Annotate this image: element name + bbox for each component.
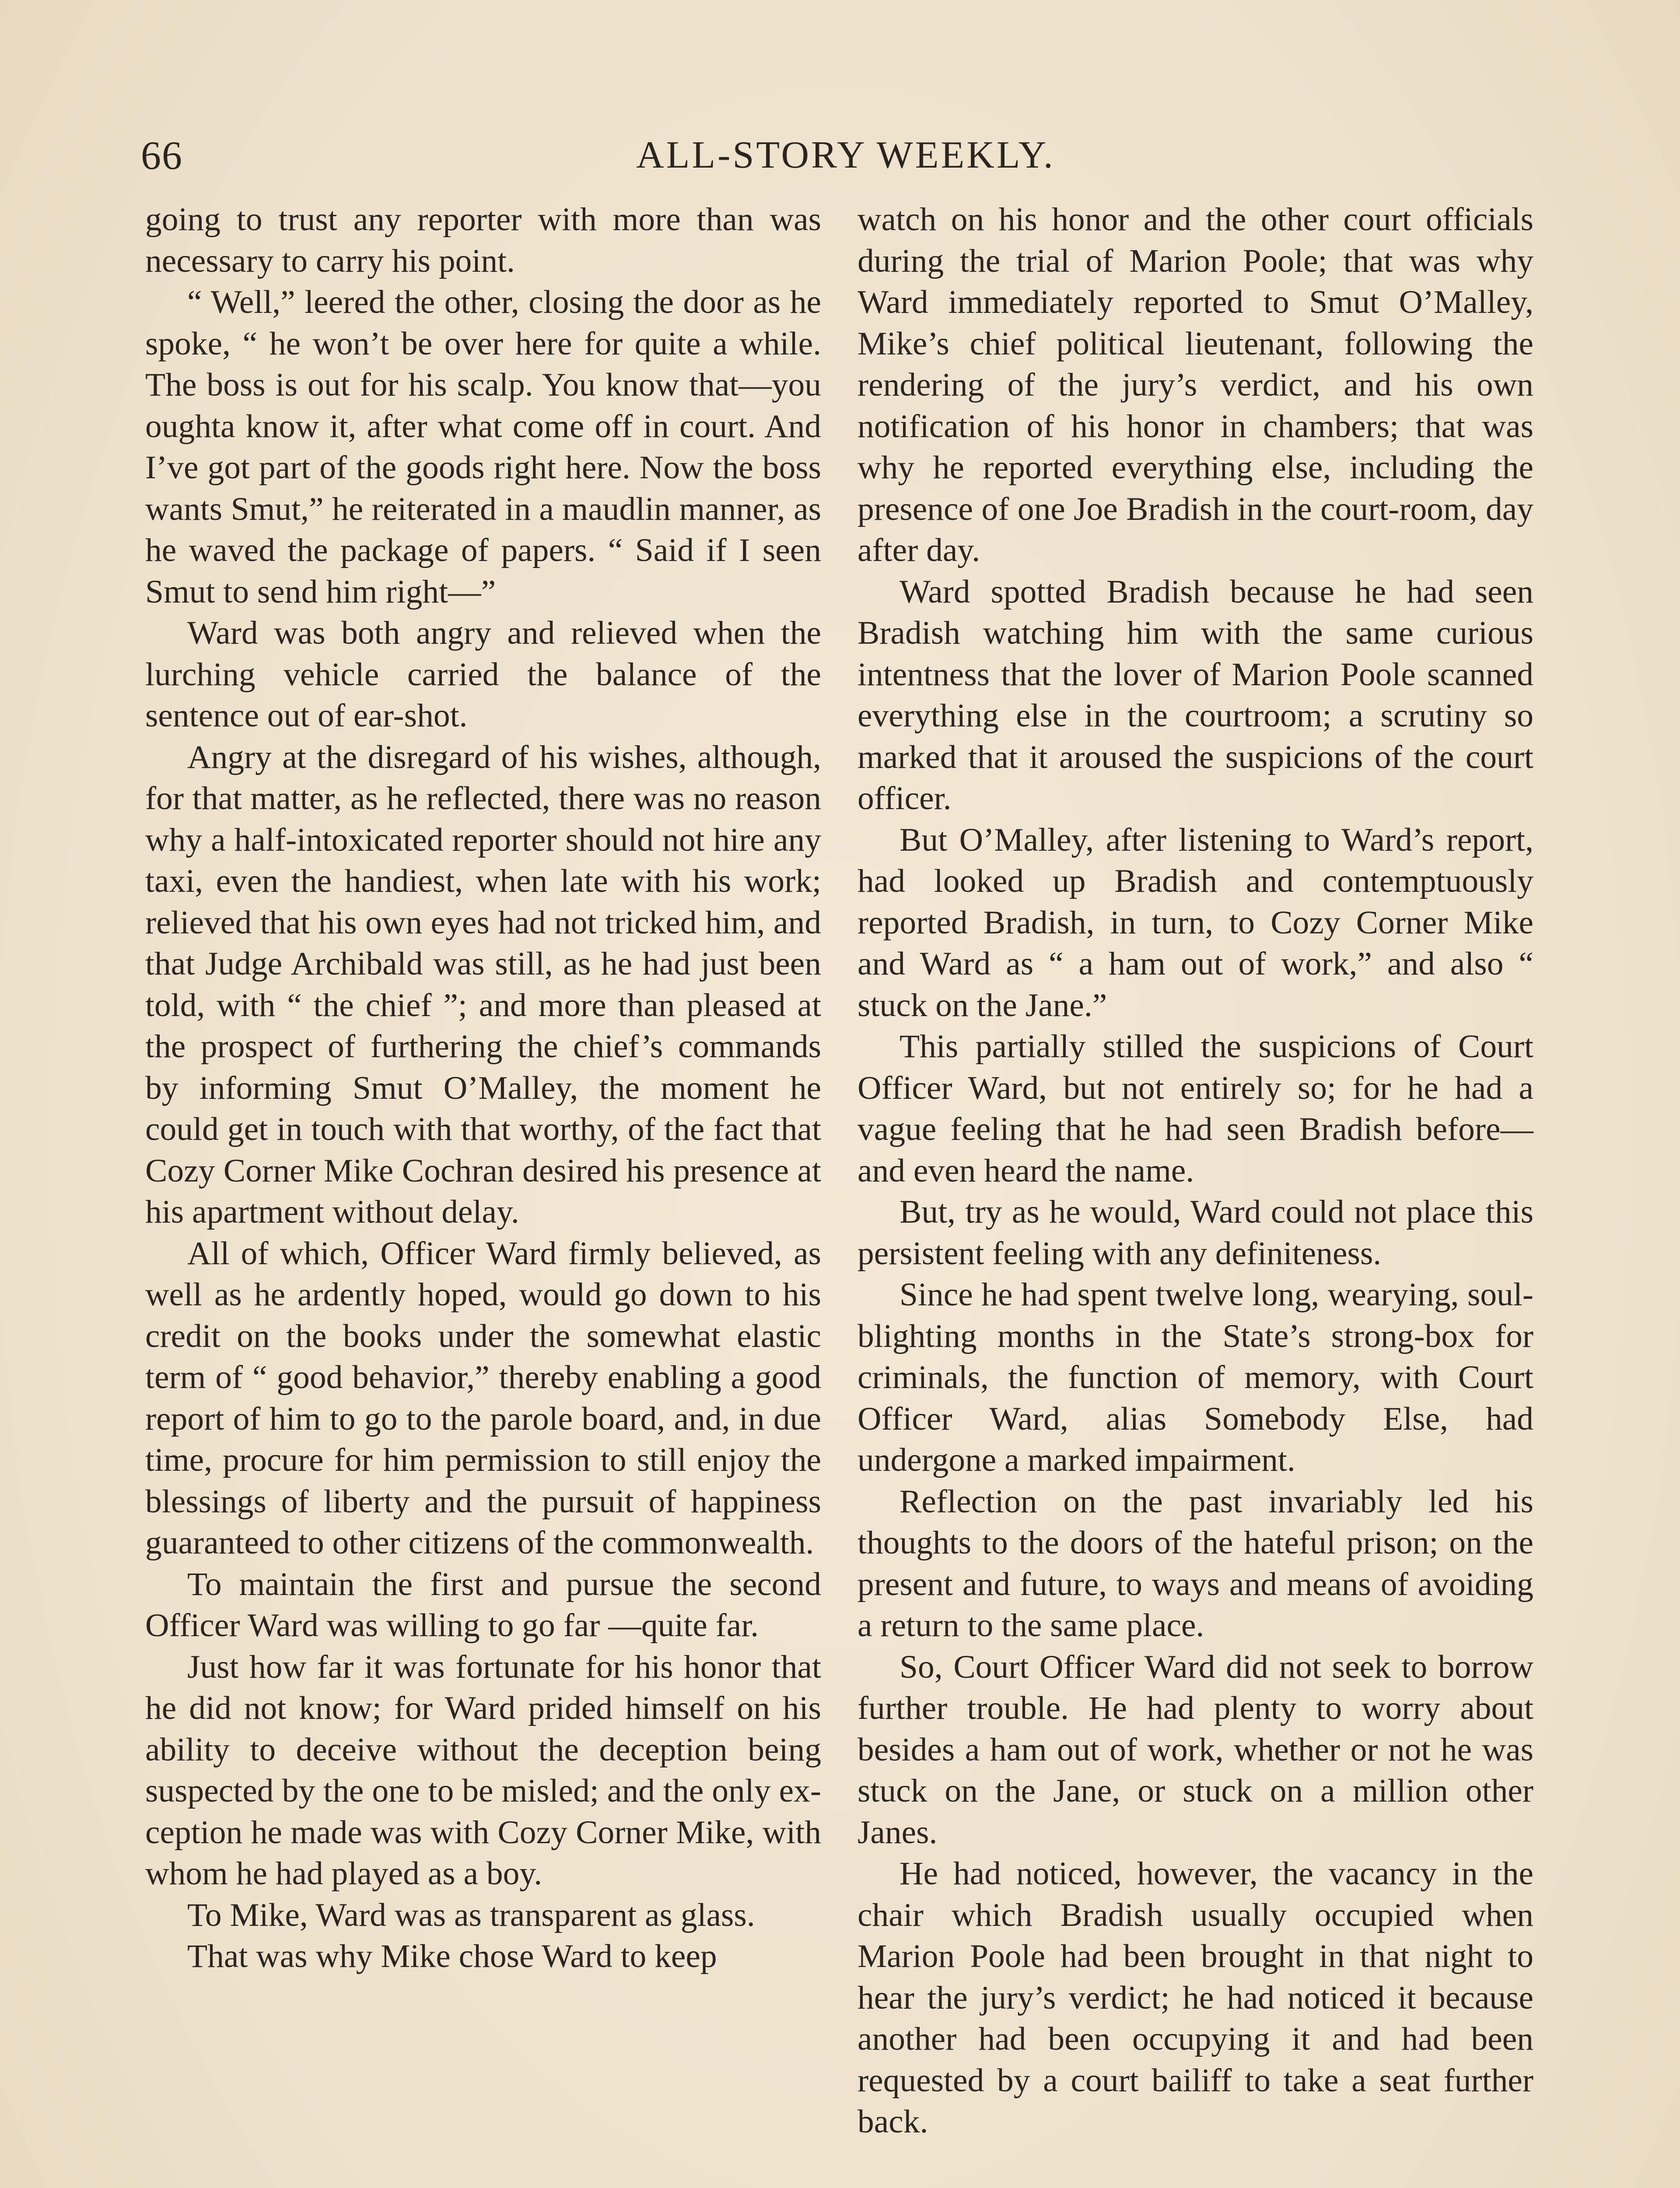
paragraph: Reflection on the past invariably led his thoughts to the doors of the hateful prison; on the present and future, to ways and means of avoiding a return to the same place. [858, 1483, 1533, 1644]
paragraph: Angry at the disregard of his wishes, although, for that matter, as he reflected, there was no reason why a half-intoxicated reporter should not hire any taxi, even the handiest, when late with his work; relieved that his own eyes had not tricked him, and that Judge Archibald was still, as he had just been told, with “ the chief ”; and more than pleased at the prospect of furthering the chief’s commands by informing Smut O’Malley, the moment he could get in touch with that worthy, of the fact that Cozy Corner Mike Cochran desired his presence at his apartment without delay. [145, 739, 821, 1230]
right-column [858, 199, 1533, 2143]
paragraph: watch on his honor and the other court officials during the trial of Marion Poole; that was why Ward immediately reported to Smut O’Malley, Mike’s chief political lieutenant, following the rendering of the jury’s verdict, and his own notification of his honor in chambers; that was why he reported everything else, including the presence of one Joe Bradish in the court-room, day after day. [858, 201, 1533, 568]
paragraph: He had noticed, however, the vacancy in the chair which Bradish usually occupied when Marion Poole had been brought in that night to hear the jury’s verdict; he had noticed it because another had been occupying it and had been requested by a court bailiff to take a seat further back. [858, 1855, 1533, 2140]
paragraph: That was why Mike chose Ward to keep [187, 1938, 717, 1974]
page-number: 66 [141, 133, 183, 178]
page-header [141, 125, 1550, 186]
paragraph: Ward was both angry and relieved when the lurching vehicle carried the balance of the sentence out of ear-shot. [145, 615, 821, 734]
running-title: ALL-STORY WEEKLY. [636, 134, 1055, 176]
paragraph: going to trust any reporter with more than was necessary to carry his point. [145, 201, 821, 279]
paragraph: Ward spotted Bradish because he had seen Bradish watching him with the same curious intentness that the lover of Marion Poole scanned everything else in the courtroom; a scrutiny so marked that it aroused the suspicions of the court officer. [858, 573, 1533, 817]
paragraph: Just how far it was fortunate for his honor that he did not know; for Ward prided himself on his ability to deceive without the deception being suspected by the one to be misled; and the only exception he made was with Cozy Corner Mike, with whom he had played as a boy. [145, 1648, 821, 1892]
paragraph: To Mike, Ward was as transparent as glass. [187, 1897, 755, 1933]
paragraph: To maintain the first and pursue the second Officer Ward was willing to go far —quite far. [145, 1566, 821, 1644]
paragraph: So, Court Officer Ward did not seek to borrow further trouble. He had plenty to worry about besides a ham out of work, whether or not he was stuck on the Jane, or stuck on a million other Janes. [858, 1648, 1533, 1851]
paragraph: This partially stilled the suspicions of Court Officer Ward, but not entirely so; for he had a vague feeling that he had seen Bradish before—and even heard the name. [858, 1028, 1533, 1189]
paragraph: But, try as he would, Ward could not place this persistent feeling with any definiteness. [858, 1194, 1533, 1272]
paragraph: Since he had spent twelve long, wearying, soul-blighting months in the State’s strong-box for criminals, the function of memory, with Court Officer Ward, alias Somebody Else, had undergone a marked impairment. [858, 1276, 1533, 1478]
paragraph: All of which, Officer Ward firmly believed, as well as he ardently hoped, would go down to his credit on the books under the somewhat elastic term of “ good behavior,” thereby enabling a good report of him to go to the parole board, and, in due time, procure for him permission to still enjoy the blessings of liberty and the pursuit of happiness guaranteed to other citizens of the commonwealth. [145, 1235, 821, 1561]
paragraph: “ Well,” leered the other, closing the door as he spoke, “ he won’t be over here for quite a while. The boss is out for his scalp. You know that—you oughta know it, after what come off in court. And I’ve got part of the goods right here. Now the boss wants Smut,” he reiterated in a maudlin manner, as he waved the package of papers. “ Said if I seen Smut to send him right—” [145, 284, 821, 610]
paragraph: But O’Malley, after listening to Ward’s report, had looked up Bradish and contemptuously reported Bradish, in turn, to Cozy Corner Mike and Ward as “ a ham out of work,” and also “ stuck on the Jane.” [858, 821, 1533, 1024]
left-column [145, 199, 821, 1978]
